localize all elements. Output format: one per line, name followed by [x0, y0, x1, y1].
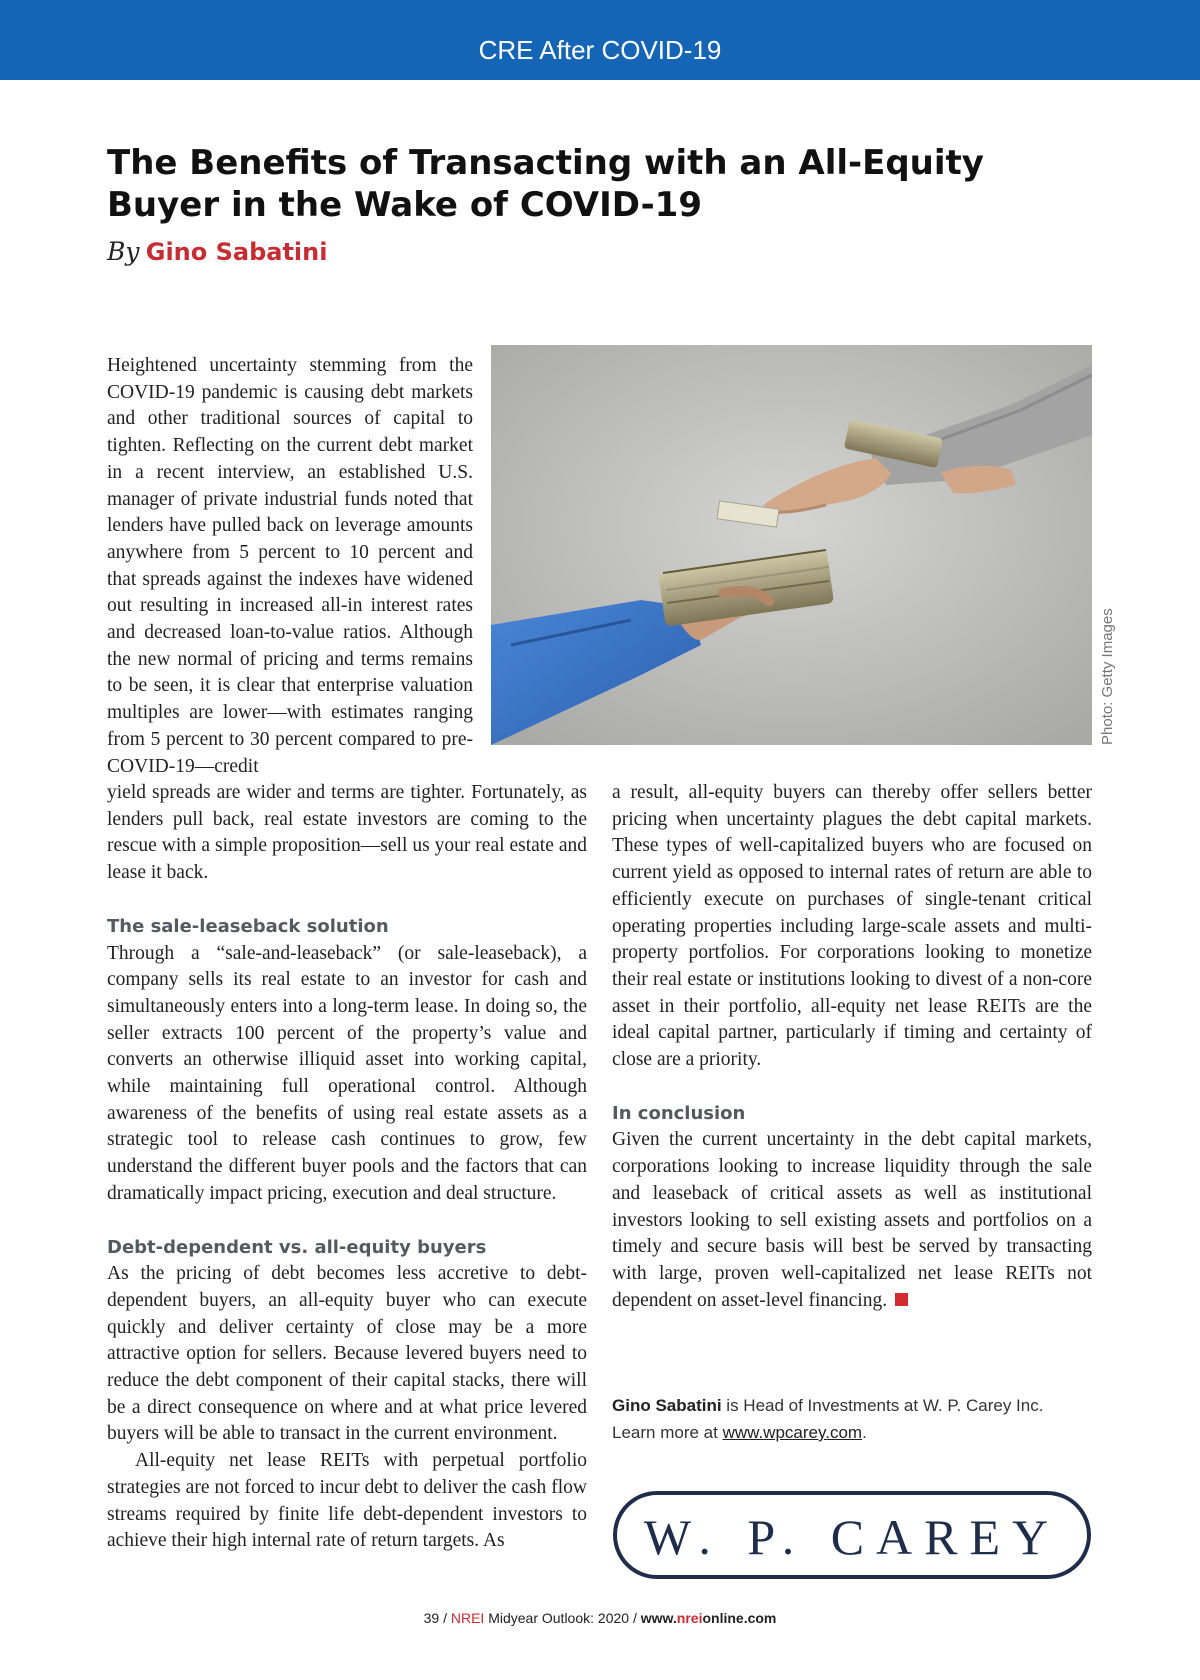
author-bio	[612, 1392, 1112, 1446]
footer-sep-1: /	[439, 1610, 451, 1626]
left-column	[107, 780, 587, 1555]
footer-url-brand: nrei	[676, 1610, 703, 1626]
buyers-paragraph-2-continued: a result, all-equity buyers can thereby offer sellers better pricing when uncertainty plagues the debt capital markets. These types of well-capitalized buyers who are focused on current yield as opposed to internal rates of return are able to efficiently execute on purchases of single-tenant critical operating properties including large-scale assets and multi-property portfolios. For corporations looking to monetize their real estate or institutions looking to divest of a non-core asset in their portfolio, all-equity net lease REITs are the ideal capital partner, particularly if timing and certainty of close are a priority.	[612, 782, 1092, 1071]
logo-text: W. P. CAREY	[643, 1509, 1061, 1565]
bio-role: is Head of Investments at W. P. Carey Inc.	[721, 1396, 1044, 1415]
conclusion-text: Given the current uncertainty in the debt capital markets, corporations looking to increase liquidity through the sale and leaseback of critical assets as well as institutional investors looking to sell existing assets and portfolios on a timely and secure basis will best be served by transacting with large, proven well-capitalized net lease REITs not dependent on asset-level financing.	[612, 1129, 1092, 1311]
author-name: Gino Sabatini	[145, 238, 328, 266]
page-footer	[0, 1610, 1200, 1626]
money-exchange-photo	[491, 345, 1092, 745]
section-heading-buyers: Debt-dependent vs. all-equity buyers	[107, 1236, 487, 1258]
end-mark-icon	[895, 1293, 908, 1306]
page-number: 39	[423, 1610, 440, 1626]
intro-paragraph-continued: yield spreads are wider and terms are tighter. Fortunately, as lenders pull back, real estate investors are coming to the rescue with a simple proposition—sell us your real estate and lease it back.	[107, 782, 587, 884]
footer-sep-2: /	[629, 1610, 641, 1626]
section-heading-sale-leaseback: The sale-leaseback solution	[107, 915, 389, 937]
section-heading-conclusion: In conclusion	[612, 1102, 746, 1124]
intro-paragraph: Heightened uncertainty stemming from the COVID-19 pandemic is causing debt markets and other traditional sources of capital to tighten. Reflecting on the current debt market in a recent interview, an established U.S. manager of private industrial funds noted that lenders have pulled back on leverage amounts anywhere from 5 percent to 10 percent and that spreads against the indexes have widened out resulting in increased all-in interest rates and decreased loan-to-value ratios. Although the new normal of pricing and terms remains to be seen, it is clear that enterprise valuation multiples are lower—with estimates ranging from 5 percent to 30 percent compared to pre-COVID-19—credit	[107, 355, 473, 777]
right-column	[612, 780, 1092, 1314]
bio-trail: .	[862, 1423, 867, 1442]
wp-carey-logo	[612, 1490, 1092, 1580]
footer-url-pre: www.	[640, 1610, 677, 1626]
footer-brand: NREI	[450, 1610, 485, 1626]
buyers-paragraph-1: As the pricing of debt becomes less accretive to debt-dependent buyers, an all-equity buyer who can execute quickly and deliver certainty of close may be a more attractive option for sellers. Because levered buyers need to reduce the debt component of their capital stacks, there will be a direct consequence on where and at what price levered buyers will be able to transact in the current environment.	[107, 1263, 587, 1445]
byline-prefix: By	[107, 237, 140, 266]
photo-credit: Photo: Getty Images	[1099, 608, 1116, 745]
byline	[107, 234, 327, 271]
footer-url[interactable]	[641, 1610, 777, 1626]
bio-website-link[interactable]: www.wpcarey.com	[722, 1423, 863, 1442]
conclusion-paragraph	[612, 1127, 1092, 1314]
footer-publication: Midyear Outlook: 2020	[484, 1610, 630, 1626]
bio-author-name: Gino Sabatini	[612, 1396, 722, 1415]
sale-leaseback-paragraph: Through a “sale-and-leaseback” (or sale-leaseback), a company sells its real estate to an investor for cash and simultaneously enters into a long-term lease. In doing so, the seller extracts 100 percent of the property’s value and converts an otherwise illiquid asset into working capital, while maintaining full operational control. Although awareness of the benefits of using real estate assets as a strategic tool to release cash continues to grow, few understand the different buyer pools and the factors that can dramatically impact pricing, execution and deal structure.	[107, 942, 587, 1204]
footer-url-post: online.com	[702, 1610, 777, 1626]
article-title: The Benefits of Transacting with an All-Equity Buyer in the Wake of COVID-19	[107, 143, 984, 225]
section-banner-label: CRE After COVID-19	[478, 35, 722, 65]
bio-learn-label: Learn more at	[612, 1423, 723, 1442]
buyers-paragraph-2: All-equity net lease REITs with perpetual portfolio strategies are not forced to incur debt to deliver the cash flow streams required by finite life debt-dependent investors to achieve their high internal rate of return targets. As	[107, 1450, 587, 1552]
